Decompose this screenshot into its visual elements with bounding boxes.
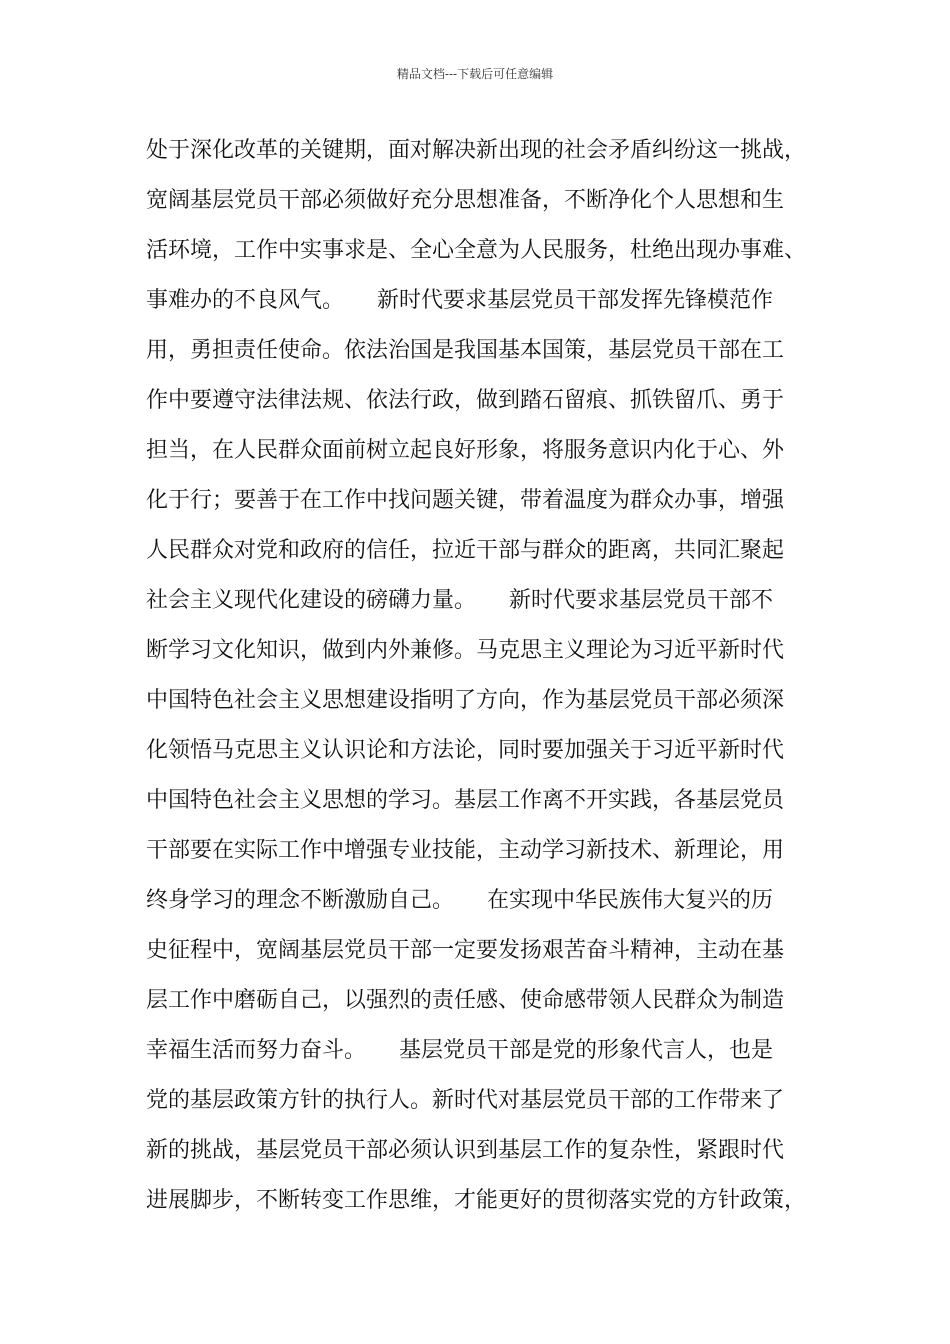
- text-line: 层工作中磨砺自己，以强烈的责任感、使命感带领人民群众为制造: [146, 988, 785, 1013]
- text-line: 史征程中，宽阔基层党员干部一定要发扬艰苦奋斗精神，主动在基: [146, 938, 785, 963]
- text-line: 事难办的不良风气。 新时代要求基层党员干部发挥先锋模范作: [146, 288, 774, 313]
- text-line: 进展脚步，不断转变工作思维，才能更好的贯彻落实党的方针政策，: [146, 1188, 807, 1213]
- text-line: 中国特色社会主义思想建设指明了方向，作为基层党员干部必须深: [146, 688, 785, 713]
- text-line: 化于行；要善于在工作中找问题关键，带着温度为群众办事，增强: [146, 488, 785, 513]
- text-line: 干部要在实际工作中增强专业技能，主动学习新技术、新理论，用: [146, 838, 785, 863]
- text-line: 新的挑战，基层党员干部必须认识到基层工作的复杂性，紧跟时代: [146, 1138, 785, 1163]
- text-line: 作中要遵守法律法规、依法行政，做到踏石留痕、抓铁留爪、勇于: [146, 388, 785, 413]
- body-text: [146, 126, 826, 1226]
- text-line: 党的基层政策方针的执行人。新时代对基层党员干部的工作带来了: [146, 1088, 785, 1113]
- text-line: 社会主义现代化建设的磅礴力量。 新时代要求基层党员干部不: [146, 588, 774, 613]
- text-line: 中国特色社会主义思想的学习。基层工作离不开实践，各基层党员: [146, 788, 785, 813]
- text-line: 人民群众对党和政府的信任，拉近干部与群众的距离，共同汇聚起: [146, 538, 785, 563]
- text-line: 宽阔基层党员干部必须做好充分思想准备，不断净化个人思想和生: [146, 188, 785, 213]
- text-line: 活环境，工作中实事求是、全心全意为人民服务，杜绝出现办事难、: [146, 238, 807, 263]
- text-line: 终身学习的理念不断激励自己。 在实现中华民族伟大复兴的历: [146, 888, 774, 913]
- text-line: 化领悟马克思主义认识论和方法论，同时要加强关于习近平新时代: [146, 738, 785, 763]
- text-line: 担当，在人民群众面前树立起良好形象，将服务意识内化于心、外: [146, 438, 785, 463]
- text-line: 处于深化改革的关键期，面对解决新出现的社会矛盾纠纷这一挑战，: [146, 138, 807, 163]
- text-line: 断学习文化知识，做到内外兼修。马克思主义理论为习近平新时代: [146, 638, 785, 663]
- page-header: 精品文档---下载后可任意编辑: [396, 67, 554, 81]
- text-line: 用，勇担责任使命。依法治国是我国基本国策，基层党员干部在工: [146, 338, 785, 363]
- text-line: 幸福生活而努力奋斗。 基层党员干部是党的形象代言人，也是: [146, 1038, 774, 1063]
